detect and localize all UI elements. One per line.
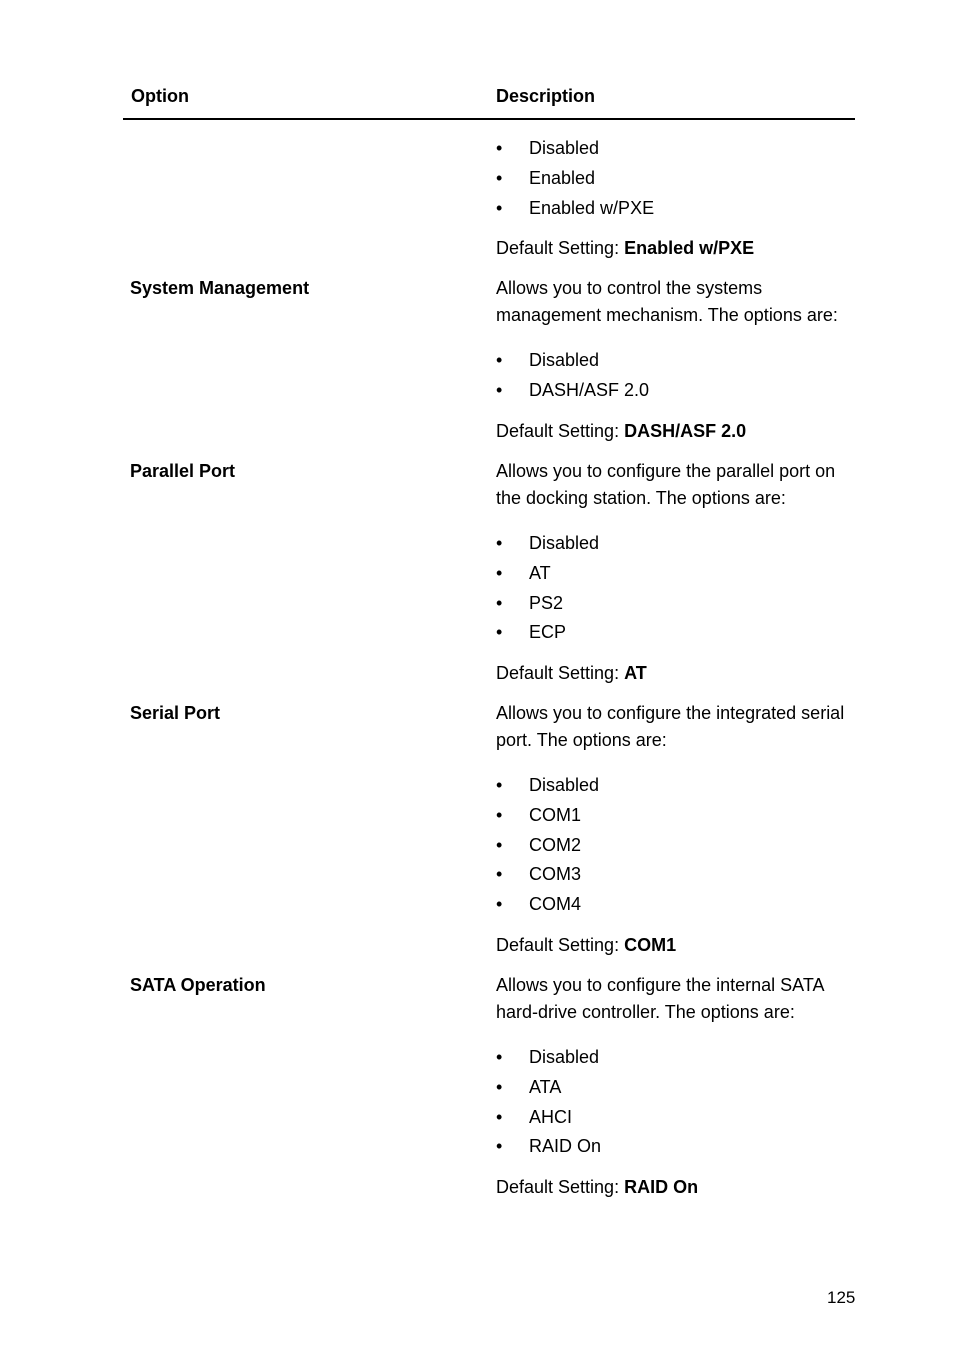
default-value: RAID On [624,1177,699,1197]
list-item: • AHCI [496,1103,601,1133]
list-item: • Disabled [496,346,649,376]
list-item: • Disabled [496,134,654,164]
option-name-sata-operation: SATA Operation [130,975,266,995]
list-item: • COM3 [496,860,599,890]
option-list-block0 [496,134,654,223]
list-item: • ATA [496,1073,601,1103]
list-item: • COM1 [496,801,599,831]
default-value: COM1 [624,935,677,955]
option-name-serial-port: Serial Port [130,703,221,723]
option-list-system-management [496,346,649,406]
list-item: • AT [496,559,599,589]
default-setting-block0: Default Setting: Enabled w/PXE [496,238,755,258]
option-description-serial-port: Allows you to configure the integrated serial port. The options are: [496,703,845,750]
option-list-parallel-port [496,529,599,648]
default-value: DASH/ASF 2.0 [624,421,747,441]
list-item: • Enabled w/PXE [496,194,654,224]
list-item: • DASH/ASF 2.0 [496,376,649,406]
option-list-serial-port [496,771,599,920]
list-item: • Disabled [496,529,599,559]
option-name-parallel-port: Parallel Port [130,461,236,481]
list-item: • ECP [496,618,599,648]
column-header-description: Description [496,86,596,106]
default-setting-parallel-port: Default Setting: AT [496,663,647,683]
column-header-option: Option [131,86,189,106]
page-number: 125 [827,1288,856,1307]
option-list-sata-operation [496,1043,601,1162]
option-description-parallel-port: Allows you to configure the parallel port on the docking station. The options are: [496,461,836,508]
option-description-system-management: Allows you to control the systems management mechanism. The options are: [496,278,838,325]
default-value: AT [624,663,647,683]
default-setting-serial-port: Default Setting: COM1 [496,935,677,955]
list-item: • RAID On [496,1132,601,1162]
option-description-sata-operation: Allows you to configure the internal SATA hard-drive controller. The options are: [496,975,824,1022]
table-header [123,86,855,120]
list-item: • COM4 [496,890,599,920]
list-item: • COM2 [496,831,599,861]
list-item: • Enabled [496,164,654,194]
option-name-system-management: System Management [130,278,310,298]
default-value: Enabled w/PXE [624,238,755,258]
list-item: • PS2 [496,589,599,619]
default-setting-sata-operation: Default Setting: RAID On [496,1177,699,1197]
default-setting-system-management: Default Setting: DASH/ASF 2.0 [496,421,747,441]
list-item: • Disabled [496,1043,601,1073]
list-item: • Disabled [496,771,599,801]
